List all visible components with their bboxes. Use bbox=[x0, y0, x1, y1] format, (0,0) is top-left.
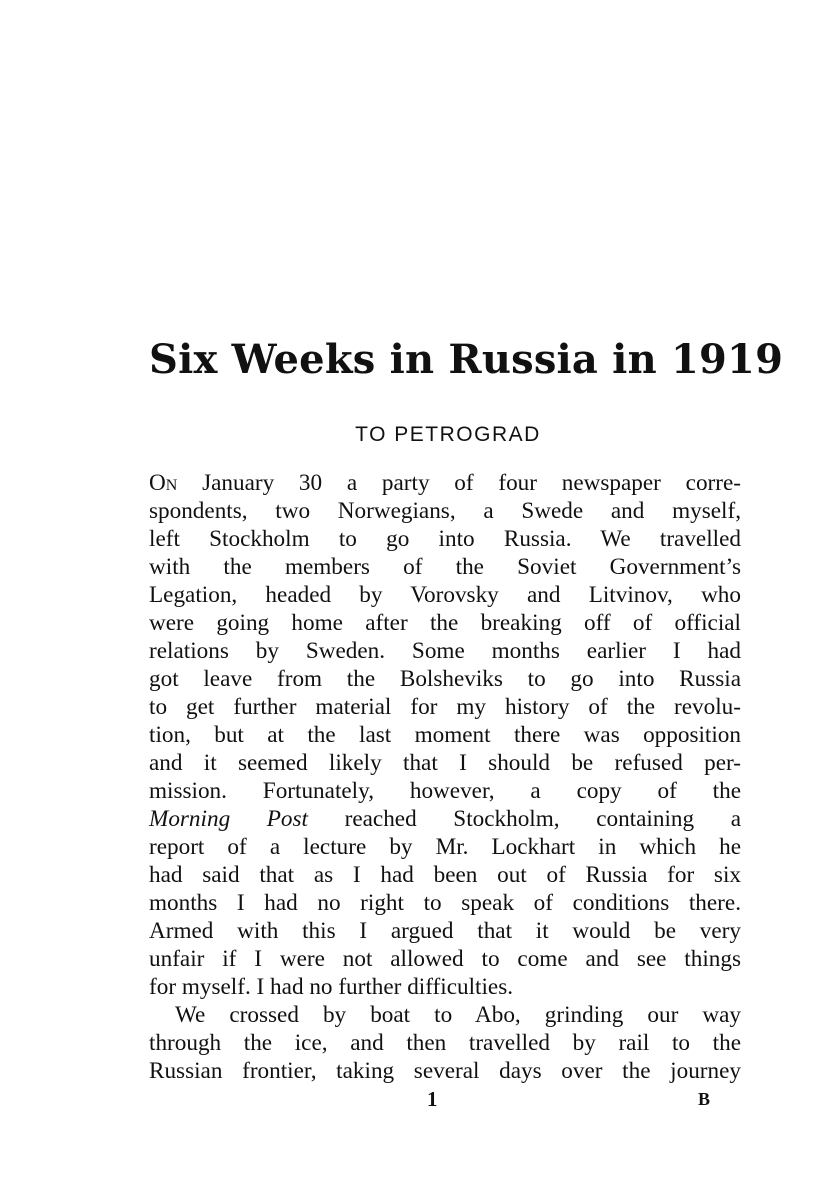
text-line-9: to get further material for my history of the revolu- bbox=[149, 694, 741, 720]
text-line-16: months I had no right to speak of conditions there. bbox=[149, 890, 741, 916]
text-line-11: and it seemed likely that I should be refused per- bbox=[149, 750, 741, 776]
text-line-20: We crossed by boat to Abo, grinding our way bbox=[175, 1002, 741, 1028]
page-number: 1 bbox=[427, 1087, 438, 1111]
signature-mark: B bbox=[698, 1089, 711, 1109]
paragraph-2 bbox=[149, 1001, 741, 1085]
text-line-4: with the members of the Soviet Government’s bbox=[149, 554, 741, 580]
opening-small-caps: On bbox=[149, 470, 178, 496]
line-text: reached Stockholm, containing a bbox=[308, 806, 741, 832]
text-line-13 bbox=[149, 805, 741, 833]
chapter-title: TO PETROGRAD bbox=[355, 423, 541, 446]
book-title: Six Weeks in Russia in 1919 bbox=[149, 336, 784, 383]
chapter-body bbox=[149, 469, 741, 1085]
text-line-21: through the ice, and then travelled by rail to the bbox=[149, 1030, 741, 1056]
text-line-5: Legation, headed by Vorovsky and Litvinov, who bbox=[149, 582, 741, 608]
text-line-22: Russian frontier, taking several days over the journey bbox=[149, 1058, 741, 1084]
text-line-18: unfair if I were not allowed to come and see things bbox=[149, 946, 741, 972]
text-line-3: left Stockholm to go into Russia. We travelled bbox=[149, 526, 741, 552]
text-line-17: Armed with this I argued that it would be very bbox=[149, 918, 741, 944]
text-line-2: spondents, two Norwegians, a Swede and myself, bbox=[149, 498, 741, 524]
text-line-12: mission. Fortunately, however, a copy of the bbox=[149, 778, 741, 804]
line-text: January 30 a party of four newspaper corre- bbox=[177, 470, 741, 496]
text-line-15: had said that as I had been out of Russia for six bbox=[149, 862, 741, 888]
text-line-7: relations by Sweden. Some months earlier I had bbox=[149, 638, 741, 664]
text-line-6: were going home after the breaking off of official bbox=[149, 610, 741, 636]
text-line-1 bbox=[149, 469, 741, 497]
paragraph-1 bbox=[149, 469, 741, 1001]
text-line-14: report of a lecture by Mr. Lockhart in which he bbox=[149, 834, 741, 860]
newspaper-title: Morning Post bbox=[149, 806, 308, 832]
text-line-19: for myself. I had no further difficulties. bbox=[149, 974, 514, 1000]
text-line-8: got leave from the Bolsheviks to go into Russia bbox=[149, 666, 741, 692]
text-line-10: tion, but at the last moment there was opposition bbox=[149, 722, 741, 748]
